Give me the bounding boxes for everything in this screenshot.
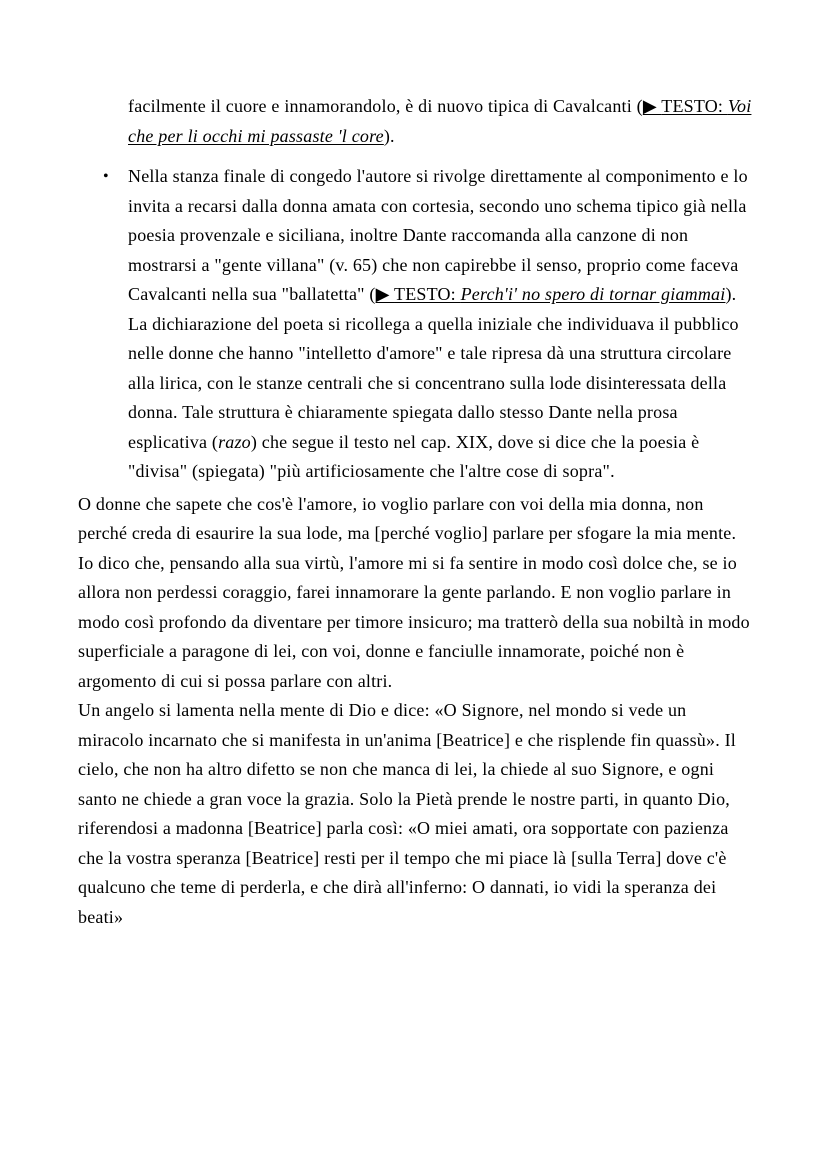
- paraphrase-text-run: Un angelo si lamenta nella mente di Dio e dice: «O Signore, nel mondo si vede un miracolo incarnato che si manifesta in un'anima [Beatrice] e che risplende fin quassù». Il cielo, che non ha altro difetto se non che manca di lei, la chiede al suo Signore, e ogni santo ne chiede a gran voce la grazia. Solo la Pietà prende le nostre parti, in quanto Dio, riferendosi a madonna [Beatrice] parla così: «O miei amati, ora sopportate con pazienza che la vostra speranza [Beatrice] resti per il tempo che mi piace là [sulla Terra] dove c'è qualcuno che teme di perderla, e che dirà all'inferno: O dannati, io vidi la speranza dei beati»: [78, 700, 737, 927]
- bullet-list: [78, 162, 754, 487]
- play-arrow-icon[interactable]: ▶: [642, 96, 662, 116]
- testo-link-perchi-no-spero[interactable]: Perch'i' no spero di tornar giammai: [460, 284, 726, 304]
- bullet-item-text: [128, 166, 748, 481]
- testo-link-label[interactable]: TESTO:: [661, 96, 728, 116]
- testo-link-label[interactable]: TESTO:: [394, 284, 461, 304]
- paraphrase-paragraph-2: [78, 696, 754, 932]
- bullet-continuation-paragraph: [128, 92, 754, 151]
- bullet-text-run: ) che segue il testo nel cap. XIX, dove si dice che la poesia è "divisa" (spiegata) "più artificiosamente che l'altre cose di sopra".: [128, 431, 700, 481]
- paraphrase-paragraph-1: [78, 490, 754, 697]
- testo-link-voi-che-per-li-occhi[interactable]: Voi che per li occhi mi passaste 'l core: [128, 96, 752, 146]
- bullet-text-run: Nella stanza finale di congedo l'autore si rivolge direttamente al componimento e lo invita a recarsi dalla donna amata con cortesia, secondo uno schema tipico già nella poesia provenzale e siciliana, inoltre Dante raccomanda alla canzone di non mostrarsi a "gente villana" (v. 65) che non capirebbe il senso, proprio come faceva Cavalcanti nella sua "ballatetta" (: [128, 166, 748, 304]
- intro-text-run: facilmente il cuore e innamorandolo, è di nuovo tipica di Cavalcanti (: [128, 96, 643, 116]
- razo-term: razo: [218, 431, 251, 452]
- play-arrow-icon[interactable]: ▶: [375, 284, 395, 304]
- bullet-text-run: ). La dichiarazione del poeta si ricollega a quella iniziale che individuava il pubblico nelle donne che hanno "intelletto d'amore" e tale ripresa dà una struttura circolare alla lirica, con le stanze centrali che si concentrano sulla lode disinteressata della donna. Tale struttura è chiaramente spiegata dallo stesso Dante nella prosa esplicativa (: [128, 284, 739, 452]
- bullet-item: [78, 162, 754, 487]
- paraphrase-text-run: O donne che sapete che cos'è l'amore, io voglio parlare con voi della mia donna, non perché creda di esaurire la sua lode, ma [perché voglio] parlare per sfogare la mia mente. Io dico che, pensando alla sua virtù, l'amore mi si fa sentire in modo così dolce che, se io allora non perdessi coraggio, farei innamorare la gente parlando. E non voglio parlare in modo così profondo da diventare per timore insicuro; ma tratterò della sua nobiltà in modo superficiale a paragone di lei, con voi, donne e fanciulle innamorate, poiché non è argomento di cui si possa parlare con altri.: [78, 493, 750, 691]
- bullet-marker: •: [103, 168, 109, 185]
- document-content: [78, 92, 754, 932]
- paraphrase-block: [78, 490, 754, 933]
- intro-text-run: ).: [383, 125, 395, 146]
